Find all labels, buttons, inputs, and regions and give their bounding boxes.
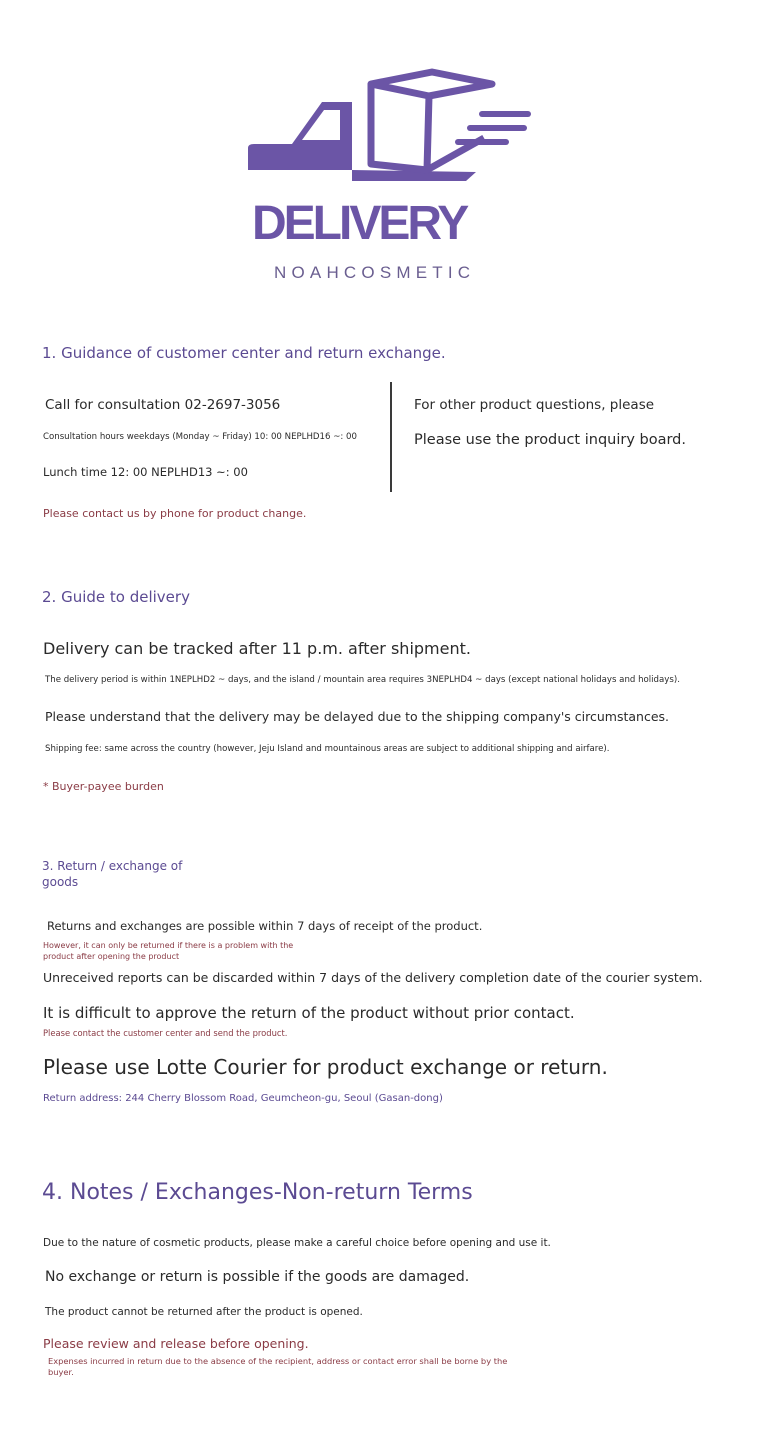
expenses-note: Expenses incurred in return due to the absence of the recipient, address or contact error shall be borne by the buyer. [48,1356,508,1377]
brand-subtitle: NOAHCOSMETIC [274,263,476,282]
section-2-title: 2. Guide to delivery [42,588,190,606]
section-1-title: 1. Guidance of customer center and return exchange. [42,344,446,362]
delay-note: Please understand that the delivery may be delayed due to the shipping company's circumstances. [45,709,669,724]
damaged-note: No exchange or return is possible if the goods are damaged. [45,1269,470,1285]
careful-choice-note: Due to the nature of cosmetic products, please make a careful choice before opening and use it. [43,1237,551,1249]
other-questions-text: For other product questions, please [414,397,655,413]
buyer-burden: * Buyer-payee burden [43,780,164,793]
brand-wordmark: DELIVERY [252,197,467,250]
delivery-period: The delivery period is within 1NEPLHD2 ~ days, and the island / mountain area requires 3NEPLHD4 ~ days (except national holidays and holidays). [45,675,680,685]
inquiry-board-text: Please use the product inquiry board. [414,432,686,448]
shipping-fee: Shipping fee: same across the country (however, Jeju Island and mountainous areas are subject to additional shipping and airfare). [45,744,610,754]
lunch-time: Lunch time 12: 00 NEPLHD13 ~: 00 [43,465,248,479]
tracking-note: Delivery can be tracked after 11 p.m. after shipment. [43,639,471,658]
section-4-title: 4. Notes / Exchanges-Non-return Terms [42,1180,473,1205]
delivery-truck-icon [244,66,544,192]
lotte-courier-note: Please use Lotte Courier for product exchange or return. [43,1055,608,1079]
phone-change-note: Please contact us by phone for product change. [43,507,307,520]
opened-note: The product cannot be returned after the product is opened. [45,1306,363,1318]
contact-center-note: Please contact the customer center and send the product. [43,1028,288,1038]
return-address: Return address: 244 Cherry Blossom Road, Geumcheon-gu, Seoul (Gasan-dong) [43,1093,443,1104]
prior-contact-note: It is difficult to approve the return of the product without prior contact. [43,1004,575,1022]
return-problem-note: However, it can only be returned if there is a problem with the product after opening the product [43,941,294,961]
column-divider [390,382,392,492]
consultation-hours: Consultation hours weekdays (Monday ~ Friday) 10: 00 NEPLHD16 ~: 00 [43,432,357,442]
unreceived-reports: Unreceived reports can be discarded within 7 days of the delivery completion date of the courier system. [43,970,703,985]
section-3-title: 3. Return / exchange of goods [42,859,183,889]
return-window: Returns and exchanges are possible within 7 days of receipt of the product. [47,919,483,933]
review-note: Please review and release before opening. [43,1336,309,1351]
consultation-phone: Call for consultation 02-2697-3056 [45,397,281,413]
